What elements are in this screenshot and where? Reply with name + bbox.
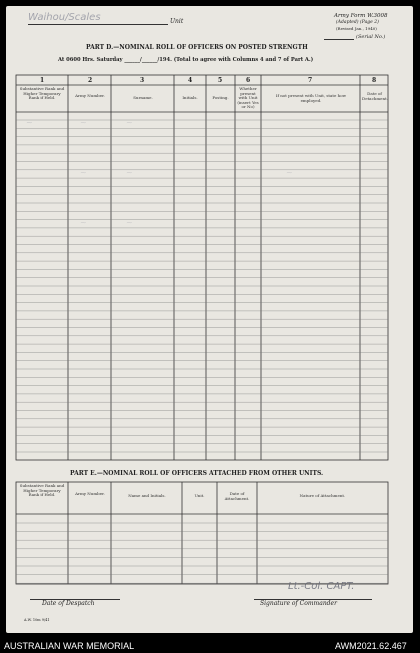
col-num-4: 4: [188, 77, 193, 84]
part-e-table: [6, 6, 413, 633]
caption-bar: [0, 638, 420, 653]
pencil-mark: ~: [80, 218, 87, 227]
e-col-header-date: Date of Attachment.: [224, 491, 250, 501]
pencil-mark: ~: [80, 118, 87, 127]
e-col-header-rank: Substantive Rank and Higher Temporary Rank if Held.: [19, 483, 65, 498]
pencil-mark: ~: [126, 118, 133, 127]
col-header-employment: If not present with Unit, state how employed.: [275, 93, 347, 103]
pencil-mark: ~: [286, 168, 293, 177]
caption-left: AUSTRALIAN WAR MEMORIAL: [4, 641, 135, 651]
col-header-present: Whether present with Unit (insert Yes or No): [237, 86, 259, 110]
serial-label: (Serial No.): [356, 34, 386, 40]
col-header-surname: Surname.: [133, 95, 153, 100]
col-header-detachment: Date of Detachment.: [362, 91, 388, 101]
pencil-mark: ~: [126, 168, 133, 177]
e-col-header-unit: Unit.: [194, 493, 205, 498]
pencil-mark: ~: [126, 218, 133, 227]
col-header-initials: Initials.: [182, 95, 198, 100]
e-col-header-nature: Nature of Attachment.: [299, 493, 346, 498]
col-num-7: 7: [308, 77, 313, 84]
col-num-1: 1: [40, 77, 45, 84]
pencil-mark: ~: [26, 118, 33, 127]
col-header-rank: Substantive Rank and Higher Temporary Rank if Held.: [19, 86, 65, 101]
e-col-header-name: Name and Initials.: [128, 493, 166, 498]
date-of-despatch-label: Date of Despatch: [42, 600, 95, 607]
form-adapted: (Adapted) (Page 2): [336, 20, 379, 25]
part-d-subtitle: At 0600 Hrs. Saturday ______/______/194. (Total to agree with Columns 4 and 7 of Part A.): [58, 57, 314, 63]
form-revised: (Revised Jan., 1940): [336, 26, 377, 31]
col-num-5: 5: [218, 77, 223, 84]
caption-right: AWM2021.62.467: [335, 641, 407, 651]
col-num-8: 8: [372, 77, 377, 84]
col-num-3: 3: [140, 77, 145, 84]
col-header-army-number: Army Number.: [75, 93, 105, 98]
commander-signature: Lt.-Col. CAPT.: [288, 581, 355, 592]
form-number: Army Form W.3008: [334, 13, 388, 19]
form-sheet: [6, 6, 413, 633]
print-code: A.W. 10m 9/41: [24, 618, 50, 622]
unit-label: Unit: [170, 18, 184, 25]
pencil-mark: ~: [80, 168, 87, 177]
e-col-header-army-number: Army Number.: [75, 491, 105, 496]
col-header-posting: Posting.: [212, 95, 229, 100]
signature-of-commander-label: Signature of Commander: [260, 600, 337, 607]
col-num-6: 6: [246, 77, 251, 84]
handwritten-unit-name: Waihou/Scales: [28, 12, 101, 23]
part-e-title: PART E.—NOMINAL ROLL OF OFFICERS ATTACHED FROM OTHER UNITS.: [70, 470, 324, 477]
col-num-2: 2: [88, 77, 93, 84]
part-d-title: PART D.—NOMINAL ROLL OF OFFICERS ON POSTED STRENGTH: [86, 44, 308, 51]
